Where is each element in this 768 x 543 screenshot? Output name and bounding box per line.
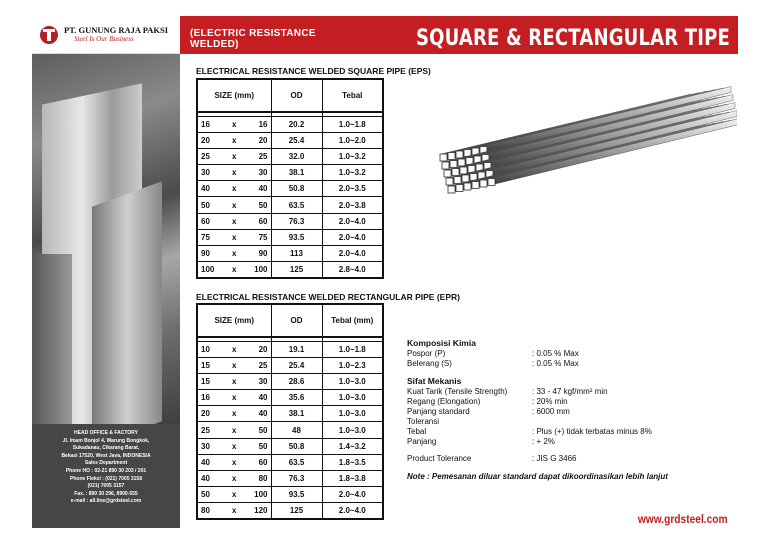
size-cell bbox=[197, 503, 271, 519]
eps-table-title: ELECTRICAL RESISTANCE WELDED SQUARE PIPE (EPS) bbox=[196, 66, 431, 76]
size-cell bbox=[197, 406, 271, 422]
pipe-end bbox=[488, 179, 495, 186]
mechanical-row bbox=[407, 437, 727, 447]
size-a: 16 bbox=[201, 393, 210, 403]
tebal-cell: 2.0~3.5 bbox=[322, 181, 383, 197]
size-b: 50 bbox=[258, 200, 268, 210]
table-row bbox=[197, 406, 383, 422]
size-cell bbox=[197, 390, 271, 406]
pipe-end bbox=[460, 167, 467, 174]
size-b: 30 bbox=[258, 168, 268, 178]
od-cell: 20.2 bbox=[271, 116, 322, 132]
size-x: x bbox=[232, 119, 237, 129]
size-value bbox=[201, 201, 268, 210]
size-cell bbox=[197, 438, 271, 454]
size-a: 15 bbox=[201, 376, 210, 386]
pipe-end bbox=[454, 177, 461, 184]
pipe-end bbox=[452, 169, 459, 176]
pipe-end bbox=[472, 182, 479, 189]
size-cell bbox=[197, 454, 271, 470]
tebal-cell: 1.0~3.0 bbox=[322, 390, 383, 406]
header-od: OD bbox=[271, 79, 322, 112]
company-brand bbox=[32, 16, 180, 54]
table-header-row bbox=[197, 304, 383, 337]
office-line: Jl. Imam Bonjol 4, Warung Bongkok, bbox=[62, 437, 150, 444]
size-x: x bbox=[232, 441, 237, 451]
size-b: 40 bbox=[258, 393, 268, 403]
size-x: x bbox=[232, 265, 237, 275]
size-b: 16 bbox=[258, 119, 268, 129]
table-row bbox=[197, 390, 383, 406]
mechanical-row-value: : 20% min bbox=[532, 397, 568, 406]
size-x: x bbox=[232, 216, 237, 226]
size-a: 20 bbox=[201, 135, 210, 145]
mechanical-row bbox=[407, 407, 727, 417]
size-value bbox=[201, 377, 268, 386]
size-cell bbox=[197, 165, 271, 181]
size-value bbox=[201, 136, 268, 145]
size-x: x bbox=[232, 232, 237, 242]
mechanical-row-value: : 6000 mm bbox=[532, 407, 570, 416]
table-row bbox=[197, 341, 383, 357]
size-cell bbox=[197, 116, 271, 132]
header-size: SIZE (mm) bbox=[197, 304, 271, 337]
size-a: 60 bbox=[201, 216, 210, 226]
table-row bbox=[197, 148, 383, 164]
size-x: x bbox=[232, 376, 237, 386]
office-line: Bekasi 17520, West Java, INDONESIA bbox=[61, 452, 151, 459]
pipe-end bbox=[464, 183, 471, 190]
size-b: 75 bbox=[258, 232, 268, 242]
size-cell bbox=[197, 487, 271, 503]
tebal-cell: 2.0~4.0 bbox=[322, 229, 383, 245]
od-cell: 32.0 bbox=[271, 148, 322, 164]
table-row bbox=[197, 454, 383, 470]
pipe-end bbox=[480, 180, 487, 187]
table-row bbox=[197, 471, 383, 487]
size-a: 16 bbox=[201, 119, 210, 129]
size-a: 25 bbox=[201, 151, 210, 161]
tebal-cell: 1.0~3.2 bbox=[322, 165, 383, 181]
size-value bbox=[201, 168, 268, 177]
mechanical-row-label: Tebal bbox=[407, 427, 427, 436]
size-cell bbox=[197, 262, 271, 278]
office-line: HEAD OFFICE & FACTORY bbox=[74, 430, 138, 436]
size-a: 30 bbox=[201, 168, 210, 178]
size-cell bbox=[197, 229, 271, 245]
size-cell bbox=[197, 341, 271, 357]
title-banner bbox=[180, 16, 738, 54]
office-line: Phone HO : 02-21 890 30 203 / 201 bbox=[65, 467, 147, 474]
company-name: PT. GUNUNG RAJA PAKSI bbox=[64, 24, 169, 35]
size-b: 40 bbox=[258, 409, 268, 419]
tebal-cell: 2.8~4.0 bbox=[322, 262, 383, 278]
size-value bbox=[201, 120, 268, 129]
size-b: 100 bbox=[254, 490, 268, 500]
od-cell: 38.1 bbox=[271, 406, 322, 422]
size-b: 80 bbox=[258, 474, 268, 484]
size-cell bbox=[197, 132, 271, 148]
size-b: 40 bbox=[258, 184, 268, 194]
office-line: e-mail : all.line@grdsteel.com bbox=[70, 498, 142, 505]
size-value bbox=[201, 393, 268, 402]
composition-row-label: Pospor (P) bbox=[407, 349, 446, 358]
size-value bbox=[201, 474, 268, 483]
tebal-cell: 1.0~2.0 bbox=[322, 132, 383, 148]
tebal-cell: 1.0~3.0 bbox=[322, 406, 383, 422]
od-cell: 48 bbox=[271, 422, 322, 438]
size-value bbox=[201, 361, 268, 370]
table-row bbox=[197, 132, 383, 148]
pipe-end bbox=[456, 151, 463, 158]
tebal-cell: 1.0~2.3 bbox=[322, 357, 383, 373]
table-row bbox=[197, 116, 383, 132]
size-a: 75 bbox=[201, 232, 210, 242]
table-row bbox=[197, 373, 383, 389]
od-cell: 113 bbox=[271, 246, 322, 262]
size-a: 50 bbox=[201, 200, 210, 210]
size-cell bbox=[197, 422, 271, 438]
company-logo-icon bbox=[40, 26, 58, 44]
company-tagline: Steel Is Our Business bbox=[74, 35, 134, 44]
tebal-cell: 1.0~3.0 bbox=[322, 422, 383, 438]
table-header-row bbox=[197, 79, 383, 112]
pipe-end bbox=[440, 154, 447, 161]
tebal-cell: 1.0~1.8 bbox=[322, 341, 383, 357]
mechanical-row-value: : + 2% bbox=[532, 437, 555, 446]
table-row bbox=[197, 357, 383, 373]
composition-title: Komposisi Kimia bbox=[407, 338, 476, 348]
pipe-end bbox=[448, 186, 455, 193]
size-cell bbox=[197, 471, 271, 487]
office-line: Phone Fleksi : (021) 7005 3158 bbox=[70, 475, 142, 482]
od-cell: 63.5 bbox=[271, 454, 322, 470]
size-a: 40 bbox=[201, 474, 210, 484]
size-x: x bbox=[232, 249, 237, 259]
tebal-cell: 2.0~4.0 bbox=[322, 487, 383, 503]
size-cell bbox=[197, 246, 271, 262]
size-x: x bbox=[232, 184, 237, 194]
tebal-cell: 2.0~3.8 bbox=[322, 197, 383, 213]
size-x: x bbox=[232, 457, 237, 467]
od-cell: 25.4 bbox=[271, 132, 322, 148]
product-tolerance-row: Product Tolerance : JIS G 3466 bbox=[407, 454, 577, 463]
size-b: 60 bbox=[258, 457, 268, 467]
size-x: x bbox=[232, 168, 237, 178]
size-x: x bbox=[232, 409, 237, 419]
size-b: 100 bbox=[254, 265, 268, 275]
table-row bbox=[197, 229, 383, 245]
size-x: x bbox=[232, 490, 237, 500]
size-value bbox=[201, 184, 268, 193]
size-b: 60 bbox=[258, 216, 268, 226]
size-a: 50 bbox=[201, 490, 210, 500]
size-b: 120 bbox=[254, 506, 268, 516]
size-b: 25 bbox=[258, 151, 268, 161]
catalog-page bbox=[32, 16, 738, 528]
pipe-end bbox=[442, 162, 449, 169]
tebal-cell: 1.8~3.5 bbox=[322, 454, 383, 470]
od-cell: 35.6 bbox=[271, 390, 322, 406]
size-a: 40 bbox=[201, 457, 210, 467]
header-od: OD bbox=[271, 304, 322, 337]
size-cell bbox=[197, 373, 271, 389]
size-b: 30 bbox=[258, 376, 268, 386]
eps-table bbox=[196, 78, 384, 279]
size-x: x bbox=[232, 393, 237, 403]
size-cell bbox=[197, 197, 271, 213]
size-b: 25 bbox=[258, 360, 268, 370]
size-x: x bbox=[232, 135, 237, 145]
mechanical-row bbox=[407, 387, 727, 397]
tebal-cell: 1.8~3.8 bbox=[322, 471, 383, 487]
size-value bbox=[201, 458, 268, 467]
header-size: SIZE (mm) bbox=[197, 79, 271, 112]
size-x: x bbox=[232, 151, 237, 161]
od-cell: 63.5 bbox=[271, 197, 322, 213]
composition-row-label: Belerang (S) bbox=[407, 359, 452, 368]
od-cell: 19.1 bbox=[271, 341, 322, 357]
epr-table bbox=[196, 303, 384, 520]
mechanical-row-value: : 33 - 47 kgf/mm² min bbox=[532, 387, 608, 396]
size-x: x bbox=[232, 200, 237, 210]
size-x: x bbox=[232, 360, 237, 370]
tebal-cell: 2.0~4.0 bbox=[322, 503, 383, 519]
pipe-end bbox=[462, 175, 469, 182]
size-a: 80 bbox=[201, 506, 210, 516]
pipe-photo bbox=[32, 54, 180, 424]
mechanical-row-value: : Plus (+) tidak terbatas minus 8% bbox=[532, 427, 652, 436]
size-x: x bbox=[232, 474, 237, 484]
size-a: 15 bbox=[201, 360, 210, 370]
mechanical-row bbox=[407, 397, 727, 407]
table-row bbox=[197, 503, 383, 519]
od-cell: 125 bbox=[271, 503, 322, 519]
size-a: 25 bbox=[201, 425, 210, 435]
office-address-block bbox=[32, 424, 180, 528]
size-a: 20 bbox=[201, 409, 210, 419]
size-a: 100 bbox=[201, 265, 215, 275]
size-b: 50 bbox=[258, 441, 268, 451]
size-value bbox=[201, 442, 268, 451]
od-cell: 50.8 bbox=[271, 438, 322, 454]
pipe-end bbox=[456, 185, 463, 192]
table-row bbox=[197, 487, 383, 503]
od-cell: 25.4 bbox=[271, 357, 322, 373]
tebal-cell: 2.0~4.0 bbox=[322, 246, 383, 262]
size-value bbox=[201, 233, 268, 242]
mechanical-title: Sifat Mekanis bbox=[407, 376, 462, 386]
office-line: Sukadanau, Cikarang Barat, bbox=[72, 445, 140, 452]
size-cell bbox=[197, 148, 271, 164]
size-value bbox=[201, 265, 268, 274]
table-row bbox=[197, 197, 383, 213]
composition-row bbox=[407, 359, 727, 369]
pipe-end bbox=[450, 161, 457, 168]
note-text: Note : Pemesanan diluar standard dapat dikoordinasikan lebih lanjut bbox=[407, 472, 668, 481]
page-title: SQUARE & RECTANGULAR TIPE bbox=[415, 26, 730, 51]
office-line: (021) 7005 3157 bbox=[87, 483, 125, 490]
website-link[interactable]: www.grdsteel.com bbox=[638, 512, 728, 526]
size-b: 90 bbox=[258, 249, 268, 259]
table-row bbox=[197, 438, 383, 454]
office-line: Fax. : 890 30 296, 8900-555 bbox=[74, 490, 138, 497]
pipe-end bbox=[446, 178, 453, 185]
mechanical-row-label: Kuat Tarik (Tensile Strength) bbox=[407, 387, 508, 396]
od-cell: 76.3 bbox=[271, 471, 322, 487]
od-cell: 50.8 bbox=[271, 181, 322, 197]
header-tebal: Tebal (mm) bbox=[322, 304, 383, 337]
header-tebal: Tebal bbox=[322, 79, 383, 112]
size-value bbox=[201, 345, 268, 354]
size-value bbox=[201, 506, 268, 515]
table-row bbox=[197, 246, 383, 262]
size-value bbox=[201, 409, 268, 418]
tebal-cell: 1.0~3.0 bbox=[322, 373, 383, 389]
epr-table-title: ELECTRICAL RESISTANCE WELDED RECTANGULAR PIPE (EPR) bbox=[196, 292, 460, 302]
size-value bbox=[201, 249, 268, 258]
mechanical-row-label: Regang (Elongation) bbox=[407, 397, 481, 406]
mechanical-row-label: Panjang standard bbox=[407, 407, 470, 416]
pipe-bundle-image bbox=[437, 66, 737, 206]
header-subtitle: (ELECTRIC RESISTANCE WELDED) bbox=[190, 28, 316, 50]
size-x: x bbox=[232, 506, 237, 516]
size-b: 20 bbox=[258, 135, 268, 145]
od-cell: 38.1 bbox=[271, 165, 322, 181]
pipe-end bbox=[448, 153, 455, 160]
office-line: Sales Department bbox=[84, 460, 128, 467]
pipe-end bbox=[444, 170, 451, 177]
od-cell: 28.6 bbox=[271, 373, 322, 389]
size-x: x bbox=[232, 344, 237, 354]
table-row bbox=[197, 213, 383, 229]
size-a: 40 bbox=[201, 184, 210, 194]
size-cell bbox=[197, 357, 271, 373]
mechanical-row-label: Toleransi bbox=[407, 417, 440, 426]
table-row bbox=[197, 165, 383, 181]
size-b: 20 bbox=[258, 344, 268, 354]
size-a: 10 bbox=[201, 344, 210, 354]
tebal-cell: 2.0~4.0 bbox=[322, 213, 383, 229]
header-bar bbox=[32, 16, 738, 54]
od-cell: 93.5 bbox=[271, 229, 322, 245]
size-value bbox=[201, 426, 268, 435]
mechanical-row-label: Panjang bbox=[407, 437, 437, 446]
table-row bbox=[197, 262, 383, 278]
od-cell: 125 bbox=[271, 262, 322, 278]
table-row bbox=[197, 181, 383, 197]
pipe-end bbox=[458, 159, 465, 166]
od-cell: 76.3 bbox=[271, 213, 322, 229]
composition-row bbox=[407, 349, 727, 359]
composition-row-value: : 0.05 % Max bbox=[532, 349, 579, 358]
size-x: x bbox=[232, 425, 237, 435]
table-row bbox=[197, 422, 383, 438]
size-b: 50 bbox=[258, 425, 268, 435]
size-cell bbox=[197, 213, 271, 229]
size-value bbox=[201, 490, 268, 499]
size-value bbox=[201, 152, 268, 161]
size-a: 30 bbox=[201, 441, 210, 451]
mechanical-row bbox=[407, 417, 727, 427]
tebal-cell: 1.0~1.8 bbox=[322, 116, 383, 132]
tebal-cell: 1.4~3.2 bbox=[322, 438, 383, 454]
composition-row-value: : 0.05 % Max bbox=[532, 359, 579, 368]
specifications-block bbox=[407, 338, 727, 481]
tebal-cell: 1.0~3.2 bbox=[322, 148, 383, 164]
size-cell bbox=[197, 181, 271, 197]
size-a: 90 bbox=[201, 249, 210, 259]
mechanical-row-value bbox=[532, 417, 727, 427]
mechanical-row bbox=[407, 427, 727, 437]
size-value bbox=[201, 217, 268, 226]
od-cell: 93.5 bbox=[271, 487, 322, 503]
